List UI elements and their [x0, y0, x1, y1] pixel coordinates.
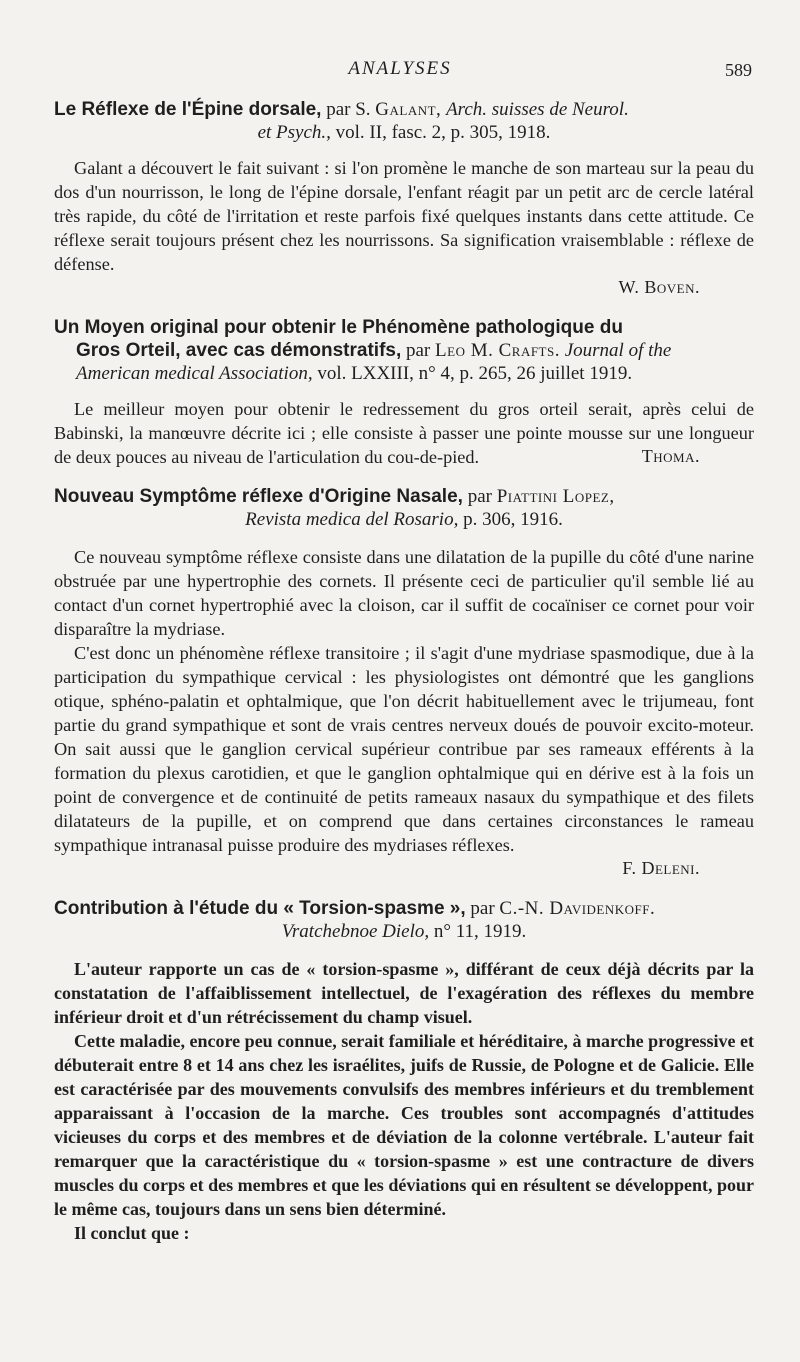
article-paragraph: C'est donc un phénomène réflexe transitoire ; il s'agit d'une mydriase spasmodique, due à la participation du sympathique cervical : les physiologistes ont démontré que les ganglions otique, sphéno-palatin et ophtalmique, que l'on décrit habituellement avec le trijumeau, font partie du grand sympathique et sont de vrais centres nerveux doués de pouvoir excito-moteur. On sait aussi que le ganglion cervical supérieur contribue par ses rameaux efférents à la formation du plexus carotidien, et que le ganglion ophtalmique qui en dérive est à la fois un point de convergence et de continuité de petits rameaux nasaux du sympathique et des filets dilatateurs de la pupille, et on comprend que dans certaines circonstances le rameau sympathique intranasal puisse produire des mydriases réflexes.: [54, 643, 754, 855]
article-title-line2: Gros Orteil, avec cas démonstratifs,: [76, 340, 402, 361]
article-title: Nouveau Symptôme réflexe d'Origine Nasale,: [54, 486, 463, 507]
article-davidenkoff: [54, 897, 754, 1245]
article-by: par: [467, 486, 492, 507]
article-signature: W. Boven.: [618, 277, 700, 297]
article-heading: [54, 316, 754, 385]
article-galant: [54, 98, 754, 298]
running-head-title: ANALYSES: [348, 58, 452, 79]
running-head: [0, 58, 800, 86]
article-paragraph: Ce nouveau symptôme réflexe consiste dans une dilatation de la pupille du côté d'une narine obstruée par une hypertrophie des cornets. Il présente ceci de particulier qu'il semble lié au contact d'un cornet hypertrophié avec la cloison, car il suffit de cocaïniser ce cornet pour voir disparaître la mydriase.: [54, 547, 754, 639]
article-reference: vol. LXXIII, n° 4, p. 265, 26 juillet 1919.: [317, 363, 633, 384]
article-reference: vol. II, fasc. 2, p. 305, 1918.: [335, 122, 551, 143]
article-source-cont: et Psych.,: [257, 122, 331, 143]
article-source: Journal of the: [564, 340, 672, 361]
article-heading: [54, 897, 754, 943]
article-signature: F. Deleni.: [622, 858, 700, 878]
article-source: Revista medica del Rosario,: [245, 509, 459, 530]
article-source: Arch. suisses de Neurol.: [446, 99, 629, 120]
article-heading: [54, 485, 754, 531]
page-number: 589: [725, 60, 752, 80]
article-crafts: [54, 316, 754, 467]
article-lopez: [54, 485, 754, 879]
article-signature: Thoma.: [641, 446, 700, 466]
article-paragraph: Le meilleur moyen pour obtenir le redressement du gros orteil serait, après celui de Babinski, la manœuvre décrite ici ; elle consiste à passer une pointe mousse sur une longueur de deux pouces au niveau de l'articulation du cou-de-pied.: [54, 399, 754, 467]
article-paragraph: Galant a découvert le fait suivant : si l'on promène le manche de son marteau sur la peau du dos d'un nourrisson, le long de l'épine dorsale, l'enfant réagit par un petit arc de cercle latéral très rapide, du côté de l'irritation et reste parfois fixé quelques instants dans cette attitude. Ce réflexe serait toujours présent chez les nourrissons. Sa signification vraisemblable : réflexe de défense.: [54, 158, 754, 274]
article-by: par: [406, 340, 431, 361]
article-author: Galant,: [375, 99, 442, 120]
article-source: Vratchebnoe Dielo,: [281, 921, 430, 942]
article-reference: n° 11, 1919.: [433, 921, 527, 942]
article-heading: [54, 98, 754, 144]
page-body: [54, 98, 754, 1245]
article-source-cont: American medical Association,: [76, 363, 313, 384]
article-by: par: [470, 898, 495, 919]
article-paragraph: Cette maladie, encore peu connue, serait familiale et héréditaire, à marche progressive et débuterait entre 8 et 14 ans chez les israélites, juifs de Russie, de Pologne et de Galicie. Elle est caractérisée par des mouvements convulsifs des membres inférieurs et du tremblement apparaissant à l'occasion de la marche. Ces troubles sont accompagnés d'attitudes vicieuses du corps et des membres et de déviation de la colonne vertébrale. L'auteur fait remarquer que la caractéristique du « torsion-spasme » est une contracture de divers muscles du corps et des membres et que les déviations qui en résultent se développent, pour le même cas, toujours dans un sens bien déterminé.: [54, 1031, 754, 1219]
article-author: Leo M. Crafts.: [435, 340, 560, 361]
article-paragraph: L'auteur rapporte un cas de « torsion-spasme », différant de ceux déjà décrits par la constatation de l'affaiblissement intellectuel, de l'exagération des réflexes du membre inférieur droit et d'un rétrécissement du champ visuel.: [54, 959, 754, 1027]
article-by: par S.: [326, 99, 371, 120]
article-title: Contribution à l'étude du « Torsion-spasme »,: [54, 898, 466, 919]
article-author: C.-N. Davidenkoff.: [499, 898, 656, 919]
article-title: Le Réflexe de l'Épine dorsale,: [54, 99, 322, 120]
article-reference: p. 306, 1916.: [463, 509, 563, 530]
article-author: Piattini Lopez,: [496, 486, 615, 507]
article-paragraph: Il conclut que :: [74, 1223, 190, 1243]
article-title-line1: Un Moyen original pour obtenir le Phénomène pathologique du: [54, 317, 623, 338]
